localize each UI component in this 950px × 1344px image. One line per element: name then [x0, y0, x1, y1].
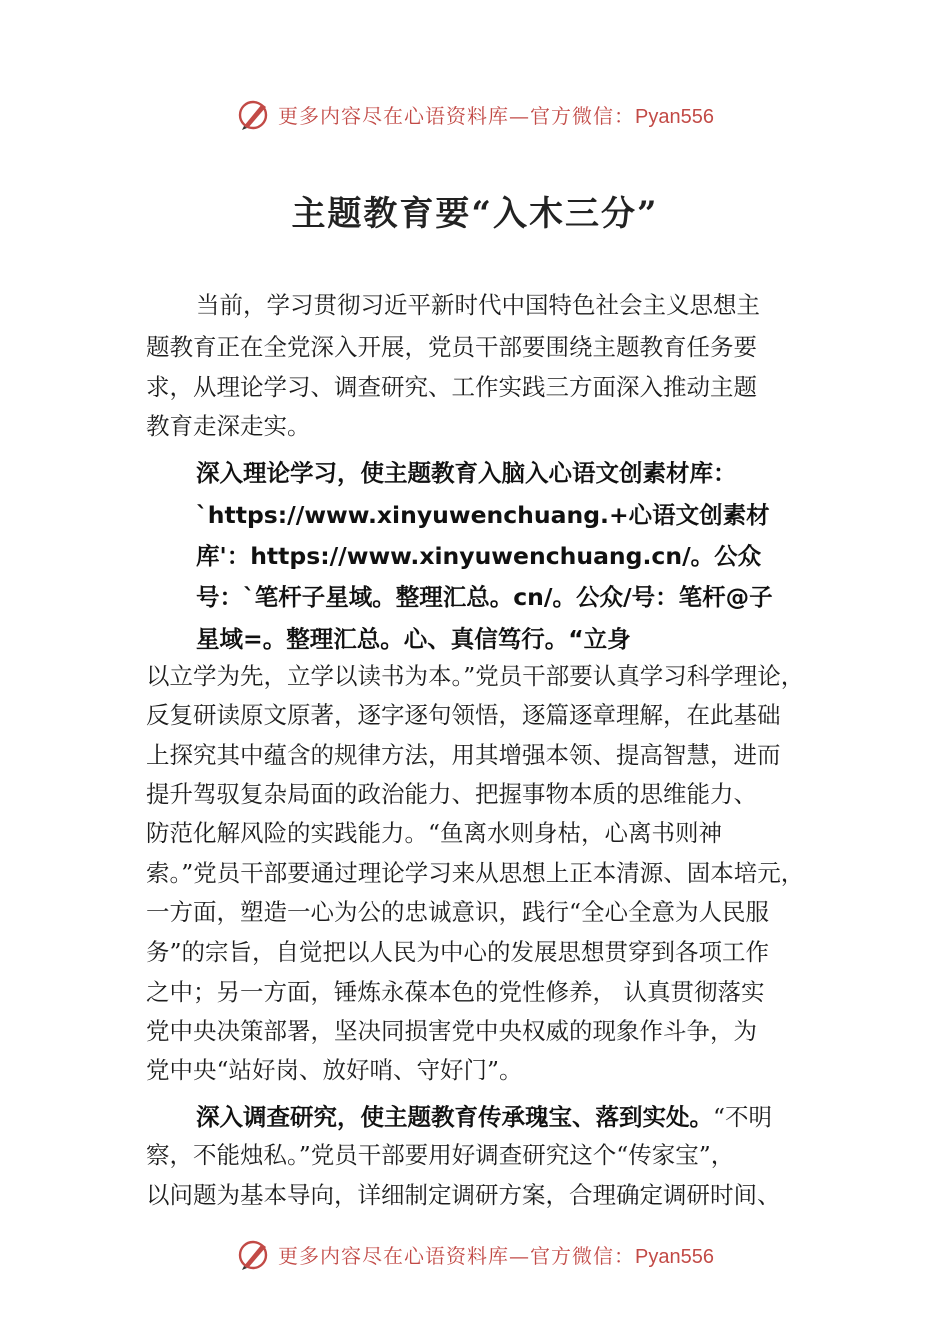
section-heading-line: 号：`笔杆子星域。整理汇总。cn/。公众/号：笔杆@子 [196, 583, 773, 611]
wechat-id: Pyan556 [635, 1245, 714, 1268]
text-line: 反复研读原文原著，逐字逐句领悟，逐篇逐章理解，在此基础 [146, 701, 781, 729]
section-heading: 深入调查研究，使主题教育传承瑰宝、落到实处。 [196, 1103, 713, 1131]
text-line: 一方面，塑造一心为公的忠诚意识，践行“全心全意为人民服 [146, 898, 770, 926]
section-heading-line: 库'：https://www.xinyuwenchuang.cn/。公众 [196, 542, 762, 570]
text-line: 务”的宗旨，自觉把以人民为中心的发展思想贯穿到各项工作 [146, 938, 770, 966]
banner-text: 更多内容尽在心语资料库—官方微信：Pyan556 [278, 1243, 714, 1268]
wechat-id: Pyan556 [635, 105, 714, 128]
header-banner [0, 92, 950, 136]
section-heading-line: 星域=。整理汇总。心、真信笃行。“立身 [196, 625, 631, 653]
text-line: 党中央决策部署，坚决同损害党中央权威的现象作斗争，为 [146, 1017, 757, 1045]
banner-text: 更多内容尽在心语资料库—官方微信：Pyan556 [278, 103, 714, 128]
text-line: 防范化解风险的实践能力。“鱼离水则身枯，心离书则神 [146, 819, 723, 847]
text-line: 当前，学习贯彻习近平新时代中国特色社会主义思想主 [196, 291, 760, 319]
text-line: 上探究其中蕴含的规律方法，用其增强本领、提高智慧，进而 [146, 741, 781, 769]
text-line: 提升驾驭复杂局面的政治能力、把握事物本质的思维能力、 [146, 780, 757, 808]
text-line: 深入调查研究，使主题教育传承瑰宝、落到实处。“不明 [196, 1103, 773, 1131]
section-heading-line: `https://www.xinyuwenchuang.+心语文创素材 [196, 501, 770, 529]
section-heading-line: 深入理论学习，使主题教育入脑入心语文创素材库： [196, 459, 737, 487]
footer-banner [0, 1232, 950, 1276]
pen-logo-icon [236, 1236, 272, 1272]
document-title: 主题教育要“入木三分” [291, 194, 659, 234]
text-line: 以问题为基本导向，详细制定调研方案，合理确定调研时间、 [146, 1181, 781, 1209]
text-line: 求，从理论学习、调查研究、工作实践三方面深入推动主题 [146, 373, 757, 401]
text-line: 之中；另一方面，锤炼永葆本色的党性修养， 认真贯彻落实 [146, 978, 765, 1006]
text-line: 察，不能烛私。”党员干部要用好调查研究这个“传家宝”， [146, 1141, 735, 1169]
text-line: 党中央“站好岗、放好哨、守好门”。 [146, 1056, 523, 1084]
pen-logo-icon [236, 96, 272, 132]
text-line: 教育走深走实。 [146, 412, 311, 440]
text-line: 以立学为先，立学以读书为本。”党员干部要认真学习科学理论， [146, 662, 805, 690]
text-line: 题教育正在全党深入开展，党员干部要围绕主题教育任务要 [146, 333, 757, 361]
text-line: 索。”党员干部要通过理论学习来从思想上正本清源、固本培元， [146, 859, 805, 887]
